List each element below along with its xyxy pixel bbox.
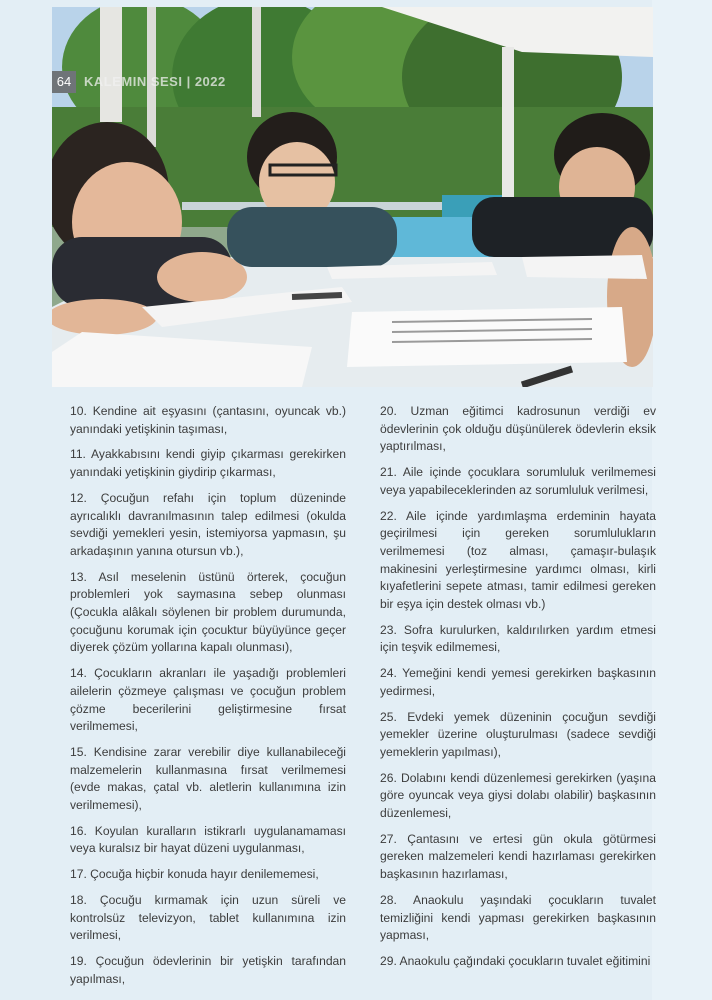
list-item: 25. Evdeki yemek düzeninin çocuğun sevdiği yemekler üzerine oluşturulması (sadece sevdiği yemeklerin yapılması), [380, 709, 656, 759]
list-item: 28. Anaokulu yaşındaki çocukların tuvalet temizliğini kendi yapması gerekirken başkasının yapması, [380, 892, 656, 943]
list-item: 20. Uzman eğitimci kadrosunun verdiği ev ödevlerinin çok olduğu düşünülerek ödevlerin eksik yaptırılması, [380, 404, 656, 454]
list-item: 12. Çocuğun refahı için toplum düzeninde ayrıcalıklı davranılmasının talep edilmesi (okulda sevdiği yemekleri yesin, istemiyorsa yapmasın, şu arkadaşının yanına otursun vb.), [70, 490, 346, 558]
list-item: 10. Kendine ait eşyasını (çantasını, oyuncak vb.) yanındaki yetişkinin taşıması, [70, 404, 346, 436]
list-item: 17. Çocuğa hiçbir konuda hayır denilememesi, [70, 867, 319, 882]
list-item: 21. Aile içinde çocuklara sorumluluk verilmemesi veya yapabileceklerinden az sorumluluk verilmesi, [380, 465, 656, 497]
text-column-left [70, 403, 346, 996]
text-column-right [380, 403, 656, 979]
running-title: KALEMIN SESI | 2022 [84, 74, 226, 89]
page-margin [652, 0, 712, 1000]
page-number: 64 [52, 71, 76, 93]
list-item: 13. Asıl meselenin üstünü örterek, çocuğun problemleri yok saymasına sebep olunması (Çocukla alâkalı söylenen bir problem durumunda, çocuğunu korumak için çocuktur büyüyünce geçer diyerek çözüm yollarına kapalı olunması), [70, 569, 346, 655]
list-item: 19. Çocuğun ödevlerinin bir yetişkin tarafından yapılması, [70, 953, 346, 986]
list-item: 22. Aile içinde yardımlaşma erdeminin hayata geçirilmesi için gereken sorumlulukların verilmemesi (toz alması, çamaşır-bulaşık makinesini yerleştirmesine yardımcı olması, kirli kıyafetlerini sepete atması, tamir edilmesi gereken bir eşya için destek olması vb.) [380, 508, 656, 612]
list-item: 16. Koyulan kuralların istikrarlı uygulanamaması veya kuralsız bir hayat düzeni uygulanması, [70, 823, 346, 856]
classroom-photo [52, 7, 653, 387]
list-item: 24. Yemeğini kendi yemesi gerekirken başkasının yedirmesi, [380, 666, 656, 698]
list-item: 29. Anaokulu çağındaki çocukların tuvalet eğitimini [380, 953, 651, 968]
list-item: 11. Ayakkabısını kendi giyip çıkarması gerekirken yanındaki yetişkinin giydirip çıkarması, [70, 447, 346, 480]
list-item: 26. Dolabını kendi düzenlemesi gerekirken (yaşına göre oyuncak veya giysi dolabı olabilir) başkasının düzenlemesi, [380, 770, 656, 821]
list-item: 27. Çantasını ve ertesi gün okula götürmesi gereken malzemeleri kendi hazırlaması gerekirken başkasının hazırlaması, [380, 831, 656, 882]
list-item: 14. Çocukların akranları ile yaşadığı problemleri ailelerin çözmeye çalışması ve çocuğun problem çözme becerilerini geliştirmesine fırsat verilmemesi, [70, 666, 346, 734]
list-item: 23. Sofra kurulurken, kaldırılırken yardım etmesi için teşvik edilmemesi, [380, 622, 656, 655]
list-item: 18. Çocuğu kırmamak için uzun süreli ve kontrolsüz televizyon, tablet kullanımına izin verilmesi, [70, 892, 346, 943]
list-item: 15. Kendisine zarar verebilir diye kullanabileceği malzemelerin kullanmasına fırsat verilmemesi (evde makas, çatal vb. aletlerin kullanımına izin verilmemesi), [70, 744, 346, 813]
